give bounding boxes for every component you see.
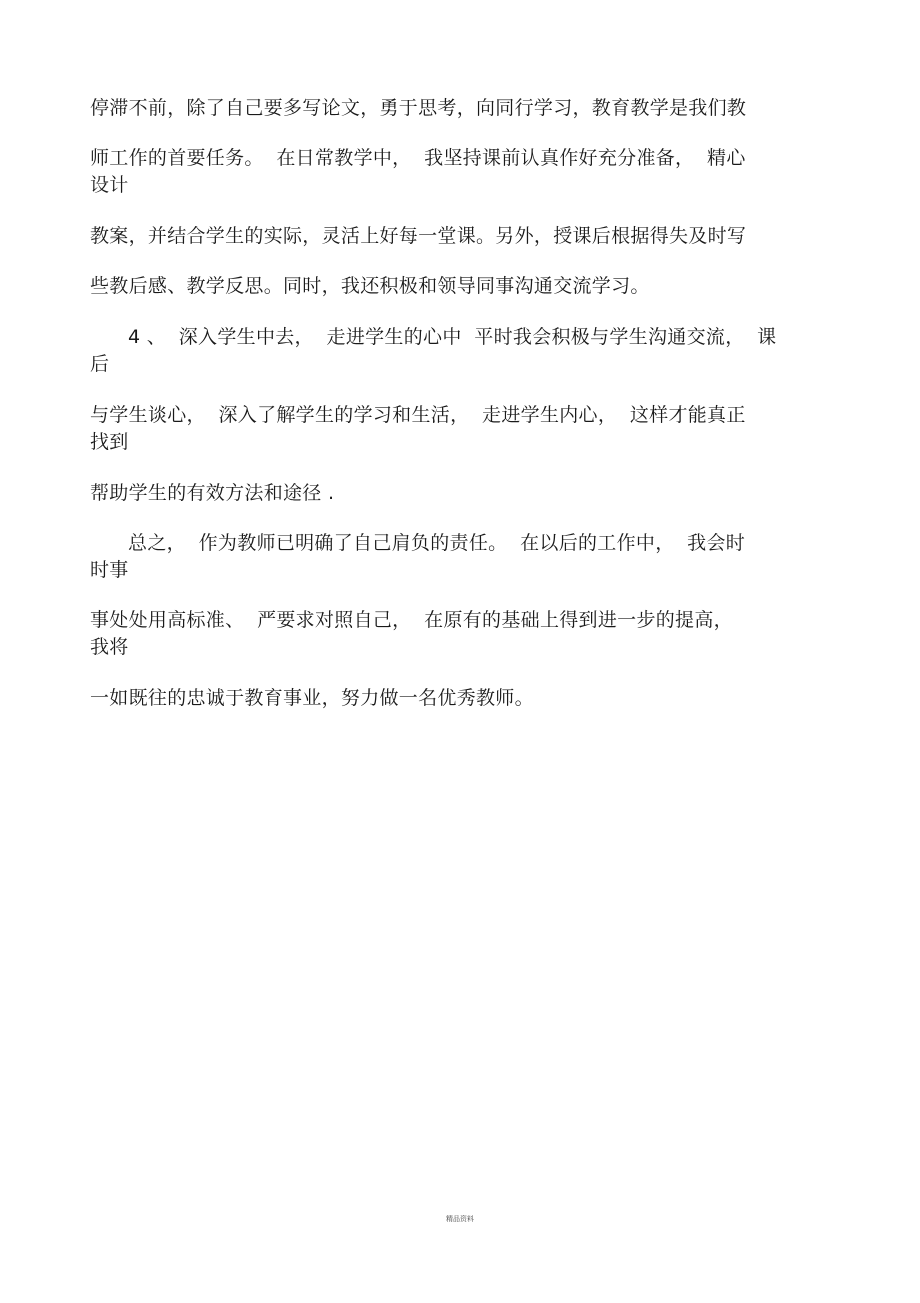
text-line-1: 停滞不前，除了自己要多写论文，勇于思考，向同行学习，教育教学是我们教 xyxy=(90,97,747,119)
text-line-8: 总之， 作为教师已明确了自己肩负的责任。 在以后的工作中， 我会时 xyxy=(90,532,746,554)
text-line-9: 事处处用高标准、 严要求对照自己， 在原有的基础上得到进一步的提高， xyxy=(90,609,733,631)
text-line-6-wrap: 找到 xyxy=(90,431,129,453)
text-line-9-wrap: 我将 xyxy=(90,636,129,658)
text-line-5: 4 、 深入学生中去， 走进学生的心中 平时我会积极与学生沟通交流， 课 xyxy=(90,326,777,348)
text-line-3: 教案，并结合学生的实际，灵活上好每一堂课。另外，授课后根据得失及时写 xyxy=(90,225,747,247)
text-line-7: 帮助学生的有效方法和途径 . xyxy=(90,482,335,504)
text-line-2-wrap: 设计 xyxy=(90,174,129,196)
text-line-4: 些教后感、教学反思。同时，我还积极和领导同事沟通交流学习。 xyxy=(90,275,650,297)
text-line-2: 师工作的首要任务。 在日常教学中， 我坚持课前认真作好充分准备， 精心 xyxy=(90,147,746,169)
text-line-6: 与学生谈心， 深入了解学生的学习和生活， 走进学生内心， 这样才能真正 xyxy=(90,404,746,426)
text-line-5-wrap: 后 xyxy=(90,353,110,375)
page-footer: 精品资料 xyxy=(446,1215,474,1223)
text-line-8-wrap: 时事 xyxy=(90,559,129,581)
text-line-10: 一如既往的忠诚于教育事业，努力做一名优秀教师。 xyxy=(90,687,534,709)
